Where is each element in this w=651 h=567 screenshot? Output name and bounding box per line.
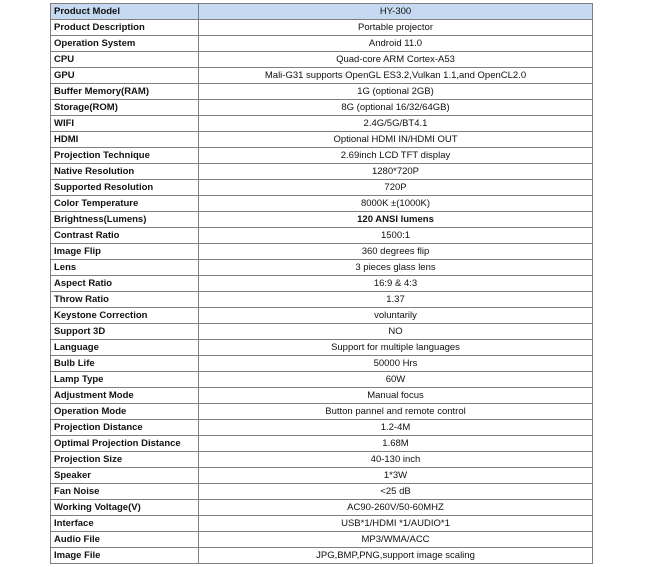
table-row	[51, 548, 593, 564]
row-label: Projection Technique	[51, 148, 199, 164]
row-label: Audio File	[51, 532, 199, 548]
table-row	[51, 276, 593, 292]
row-label: Image File	[51, 548, 199, 564]
row-value: 360 degrees flip	[199, 244, 593, 260]
row-label: HDMI	[51, 132, 199, 148]
row-label: Lamp Type	[51, 372, 199, 388]
row-value: voluntarily	[199, 308, 593, 324]
row-label: Image Flip	[51, 244, 199, 260]
row-value: 1G (optional 2GB)	[199, 84, 593, 100]
row-label: Projection Distance	[51, 420, 199, 436]
row-label: Aspect Ratio	[51, 276, 199, 292]
table-row	[51, 116, 593, 132]
row-value: 2.4G/5G/BT4.1	[199, 116, 593, 132]
table-row	[51, 436, 593, 452]
table-row	[51, 148, 593, 164]
row-label: Projection Size	[51, 452, 199, 468]
row-label: Optimal Projection Distance	[51, 436, 199, 452]
row-value: 720P	[199, 180, 593, 196]
row-value: AC90-260V/50-60MHZ	[199, 500, 593, 516]
header-value: HY-300	[199, 4, 593, 20]
row-label: Interface	[51, 516, 199, 532]
row-value: Android 11.0	[199, 36, 593, 52]
row-value: 1500:1	[199, 228, 593, 244]
row-label: Fan Noise	[51, 484, 199, 500]
row-label: GPU	[51, 68, 199, 84]
row-value: 1.68M	[199, 436, 593, 452]
row-value: Support for multiple languages	[199, 340, 593, 356]
table-row	[51, 532, 593, 548]
header-label: Product Model	[51, 4, 199, 20]
row-label: Operation Mode	[51, 404, 199, 420]
table-row	[51, 372, 593, 388]
row-label: Brightness(Lumens)	[51, 212, 199, 228]
row-value: Button pannel and remote control	[199, 404, 593, 420]
row-label: Support 3D	[51, 324, 199, 340]
row-label: Adjustment Mode	[51, 388, 199, 404]
row-value: 120 ANSI lumens	[199, 212, 593, 228]
table-row	[51, 292, 593, 308]
table-row	[51, 420, 593, 436]
row-label: Contrast Ratio	[51, 228, 199, 244]
row-value: 1.37	[199, 292, 593, 308]
table-header-row	[51, 4, 593, 20]
row-value: 40-130 inch	[199, 452, 593, 468]
row-value: Optional HDMI IN/HDMI OUT	[199, 132, 593, 148]
row-label: Working Voltage(V)	[51, 500, 199, 516]
spec-table	[50, 3, 593, 564]
row-label: Operation System	[51, 36, 199, 52]
table-row	[51, 308, 593, 324]
table-row	[51, 516, 593, 532]
table-row	[51, 356, 593, 372]
table-row	[51, 20, 593, 36]
table-row	[51, 180, 593, 196]
row-label: CPU	[51, 52, 199, 68]
row-value: 2.69inch LCD TFT display	[199, 148, 593, 164]
table-row	[51, 212, 593, 228]
table-row	[51, 100, 593, 116]
row-value: JPG,BMP,PNG,support image scaling	[199, 548, 593, 564]
row-value: Quad-core ARM Cortex-A53	[199, 52, 593, 68]
table-row	[51, 228, 593, 244]
table-row	[51, 84, 593, 100]
row-label: Keystone Correction	[51, 308, 199, 324]
table-row	[51, 132, 593, 148]
row-value: 1.2-4M	[199, 420, 593, 436]
table-row	[51, 452, 593, 468]
row-label: Supported Resolution	[51, 180, 199, 196]
row-value: 8G (optional 16/32/64GB)	[199, 100, 593, 116]
row-value: 1280*720P	[199, 164, 593, 180]
row-value: Portable projector	[199, 20, 593, 36]
row-value: Manual focus	[199, 388, 593, 404]
table-row	[51, 196, 593, 212]
table-row	[51, 468, 593, 484]
row-value: NO	[199, 324, 593, 340]
table-row	[51, 68, 593, 84]
row-label: Product Description	[51, 20, 199, 36]
row-value: MP3/WMA/ACC	[199, 532, 593, 548]
table-row	[51, 500, 593, 516]
spec-sheet	[50, 3, 592, 564]
table-row	[51, 324, 593, 340]
row-value: 1*3W	[199, 468, 593, 484]
table-row	[51, 164, 593, 180]
row-value: USB*1/HDMI *1/AUDIO*1	[199, 516, 593, 532]
row-value: 3 pieces glass lens	[199, 260, 593, 276]
table-row	[51, 388, 593, 404]
row-value: 8000K ±(1000K)	[199, 196, 593, 212]
row-label: Throw Ratio	[51, 292, 199, 308]
row-value: 60W	[199, 372, 593, 388]
row-label: WIFI	[51, 116, 199, 132]
row-label: Buffer Memory(RAM)	[51, 84, 199, 100]
row-label: Native Resolution	[51, 164, 199, 180]
row-value: 16:9 & 4:3	[199, 276, 593, 292]
table-row	[51, 36, 593, 52]
table-row	[51, 260, 593, 276]
row-value: 50000 Hrs	[199, 356, 593, 372]
table-row	[51, 404, 593, 420]
row-label: Language	[51, 340, 199, 356]
table-row	[51, 484, 593, 500]
row-value: Mali-G31 supports OpenGL ES3.2,Vulkan 1.1,and OpenCL2.0	[199, 68, 593, 84]
row-label: Color Temperature	[51, 196, 199, 212]
table-row	[51, 340, 593, 356]
table-row	[51, 52, 593, 68]
row-label: Storage(ROM)	[51, 100, 199, 116]
row-label: Bulb Life	[51, 356, 199, 372]
row-label: Lens	[51, 260, 199, 276]
row-label: Speaker	[51, 468, 199, 484]
row-value: <25 dB	[199, 484, 593, 500]
table-row	[51, 244, 593, 260]
